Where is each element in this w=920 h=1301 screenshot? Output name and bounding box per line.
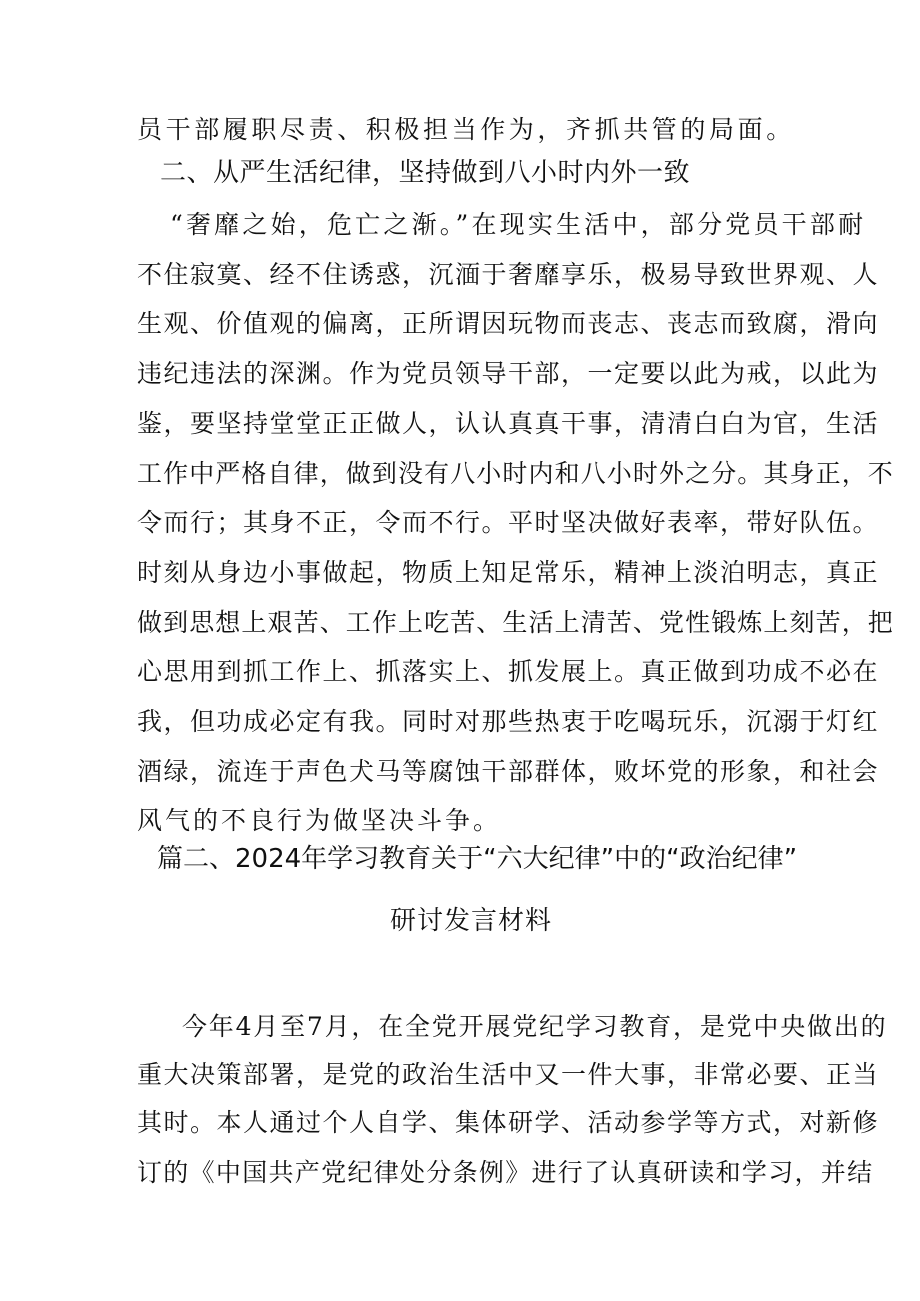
paragraph-1-line: 不住寂寞、经不住诱惑，沉湎于奢靡享乐，极易导致世界观、人: [137, 260, 880, 289]
opening-line: 员干部履职尽责、积极担当作为，齐抓共管的局面。: [137, 115, 795, 144]
paragraph-2-line: 今年4月至7月，在全党开展党纪学习教育，是党中央做出的: [182, 1012, 888, 1041]
paragraph-1-line: 鉴，要坚持堂堂正正做人，认认真真干事，清清白白为官，生活: [137, 409, 880, 438]
paragraph-1-line: 心思用到抓工作上、抓落实上、抓发展上。真正做到功成不必在: [137, 657, 880, 686]
article-title-line-2: 研讨发言材料: [390, 906, 553, 936]
paragraph-1-line: 令而行；其身不正，令而不行。平时坚决做好表率，带好队伍。: [137, 508, 880, 537]
paragraph-1-line: 工作中严格自律，做到没有八小时内和八小时外之分。其身正，不: [137, 459, 894, 488]
paragraph-2-line: 订的《中国共产党纪律处分条例》进行了认真研读和学习，并结: [137, 1158, 874, 1187]
paragraph-1-line: 生观、价值观的偏离，正所谓因玩物而丧志、丧志而致腐，滑向: [137, 309, 880, 338]
paragraph-1-line: “奢靡之始，危亡之渐。”在现实生活中，部分党员干部耐: [170, 210, 867, 239]
paragraph-2-line: 重大决策部署，是党的政治生活中又一件大事，非常必要、正当: [137, 1060, 880, 1089]
paragraph-2-line: 其时。本人通过个人自学、集体研学、活动参学等方式，对新修: [137, 1108, 880, 1137]
paragraph-1-line: 酒绿，流连于声色犬马等腐蚀干部群体，败坏党的形象，和社会: [137, 757, 880, 786]
paragraph-1-line: 时刻从身边小事做起，物质上知足常乐，精神上淡泊明志，真正: [137, 558, 880, 587]
paragraph-1-line: 我，但功成必定有我。同时对那些热衷于吃喝玩乐，沉溺于灯红: [137, 707, 880, 736]
article-title-line-1: 篇二、2024年学习教育关于“六大纪律”中的“政治纪律”: [157, 844, 798, 874]
paragraph-1-line: 违纪违法的深渊。作为党员领导干部，一定要以此为戒，以此为: [137, 359, 880, 388]
paragraph-1-line: 做到思想上艰苦、工作上吃苦、生活上清苦、党性锻炼上刻苦，把: [137, 608, 894, 637]
paragraph-1-line: 风气的不良行为做坚决斗争。: [137, 806, 502, 835]
section-heading: 二、从严生活纪律，坚持做到八小时内外一致: [160, 158, 691, 188]
